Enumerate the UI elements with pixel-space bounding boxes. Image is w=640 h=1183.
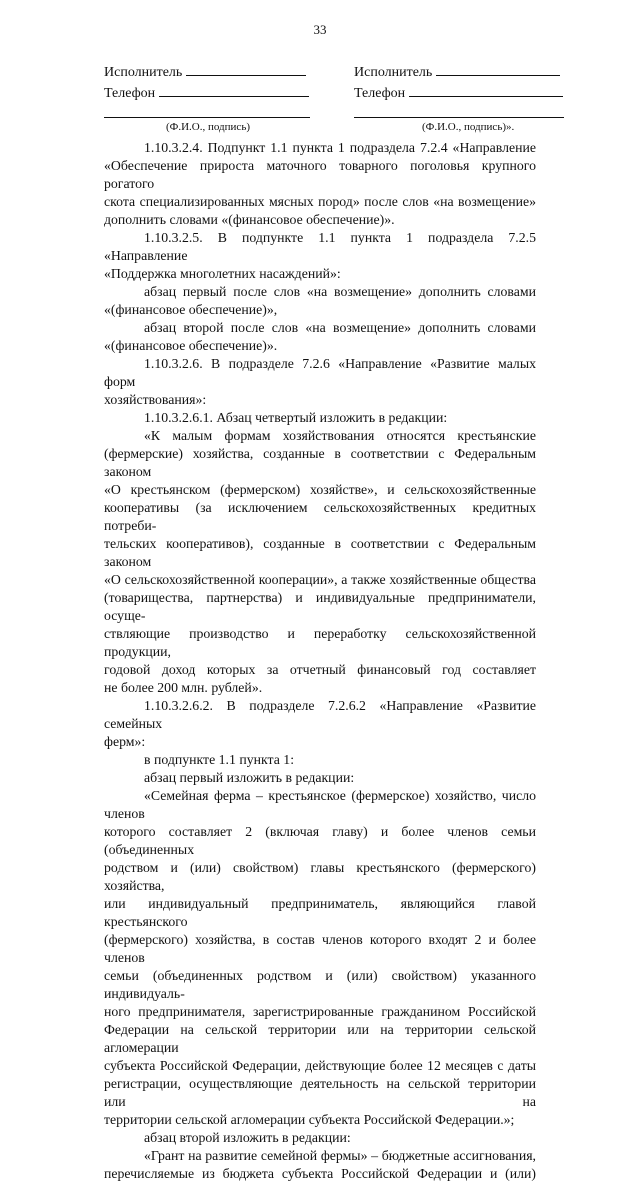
left-phone-blank	[159, 85, 309, 97]
text-line: тельских кооперативов), созданные в соответствии с Федеральным законом	[104, 536, 536, 569]
left-signature-rule	[104, 117, 310, 118]
text-line: 1.10.3.2.5. В подпункте 1.1 пункта 1 подраздела 7.2.5 «Направление	[104, 230, 536, 263]
text-line: (фермерские) хозяйства, созданные в соответствии с Федеральным законом	[104, 446, 536, 479]
text-line: 1.10.3.2.6.1. Абзац четвертый изложить в редакции:	[144, 410, 448, 425]
text-line: скота специализированных мясных пород» после слов «на возмещение»	[104, 194, 536, 209]
text-line: Федерации на сельской территории или на территории сельской агломерации	[104, 1022, 536, 1055]
text-line: «О сельскохозяйственной кооперации», а также хозяйственные общества	[104, 572, 536, 587]
right-phone-label: Телефон	[354, 86, 406, 101]
text-line: «Поддержка многолетних насаждений»:	[104, 266, 341, 281]
text-line: которого составляет 2 (включая главу) и более членов семьи (объединенных	[104, 824, 536, 857]
text-line: «Грант на развитие семейной фермы» – бюджетные ассигнования,	[144, 1148, 536, 1163]
text-line: перечисляемые из бюджета субъекта Российской Федерации и (или)	[104, 1166, 536, 1181]
page-number: 33	[313, 22, 327, 37]
text-line: «Обеспечение прироста маточного товарного поголовья крупного рогатого	[104, 158, 536, 191]
text-line: не более 200 млн. рублей».	[104, 680, 263, 695]
text-line: кооперативы (за исключением сельскохозяйственных кредитных потреби-	[104, 500, 536, 533]
left-executor-blank	[186, 64, 306, 76]
right-signature-rule	[354, 117, 564, 118]
text-line: ствляющие производство и переработку сельскохозяйственной продукции,	[104, 626, 536, 659]
text-line: абзац второй после слов «на возмещение» дополнить словами	[144, 320, 536, 335]
text-line: годовой доход которых за отчетный финансовый год составляет	[104, 662, 536, 677]
right-executor-label: Исполнитель	[354, 65, 433, 80]
text-line: субъекта Российской Федерации, действующие более 12 месяцев с даты	[104, 1058, 536, 1073]
text-line: 1.10.3.2.6.2. В подразделе 7.2.6.2 «Направление «Развитие семейных	[104, 698, 536, 731]
right-phone-line	[354, 85, 563, 102]
text-line: родством и (или) свойством) главы крестьянского (фермерского) хозяйства,	[104, 860, 536, 893]
right-phone-blank	[409, 85, 563, 97]
text-line: абзац второй изложить в редакции:	[144, 1130, 351, 1145]
text-line: (фермерского) хозяйства, в состав членов которого входят 2 и более членов	[104, 932, 536, 965]
text-line: «(финансовое обеспечение)».	[104, 338, 278, 353]
text-line: регистрации, осуществляющие деятельность на сельской территории или на	[104, 1076, 536, 1109]
left-phone-label: Телефон	[104, 86, 156, 101]
document-body	[104, 139, 536, 1183]
text-line: «Семейная ферма – крестьянское (фермерское) хозяйство, число членов	[104, 788, 536, 821]
text-line: (товарищества, партнерства) и индивидуальные предприниматели, осуще-	[104, 590, 536, 623]
text-line: территории сельской агломерации субъекта Российской Федерации.»;	[104, 1112, 515, 1127]
text-line: хозяйствования»:	[104, 392, 207, 407]
text-line: абзац первый после слов «на возмещение» дополнить словами	[144, 284, 536, 299]
left-executor-label: Исполнитель	[104, 65, 183, 80]
text-line: или индивидуальный предприниматель, являющийся главой крестьянского	[104, 896, 536, 929]
right-signature-caption: (Ф.И.О., подпись)».	[422, 121, 515, 133]
text-line: ферм»:	[104, 734, 146, 749]
text-line: «К малым формам хозяйствования относятся крестьянские	[144, 428, 536, 443]
text-line: «О крестьянском (фермерском) хозяйстве», и сельскохозяйственные	[104, 482, 536, 497]
text-line: семьи (объединенных родством и (или) свойством) указанного индивидуаль-	[104, 968, 536, 1001]
text-line: дополнить словами «(финансовое обеспечение)».	[104, 212, 395, 227]
text-line: 1.10.3.2.4. Подпункт 1.1 пункта 1 подраздела 7.2.4 «Направление	[144, 140, 536, 155]
text-line: «(финансовое обеспечение)»,	[104, 302, 278, 317]
text-line: ного предпринимателя, зарегистрированные гражданином Российской	[104, 1004, 536, 1019]
left-signature-caption: (Ф.И.О., подпись)	[166, 121, 250, 133]
left-phone-line	[104, 85, 309, 102]
text-line: абзац первый изложить в редакции:	[144, 770, 355, 785]
text-line: в подпункте 1.1 пункта 1:	[144, 752, 295, 767]
right-executor-line	[354, 64, 560, 81]
left-executor-line	[104, 64, 306, 81]
right-executor-blank	[436, 64, 560, 76]
text-line: 1.10.3.2.6. В подразделе 7.2.6 «Направление «Развитие малых форм	[104, 356, 536, 389]
